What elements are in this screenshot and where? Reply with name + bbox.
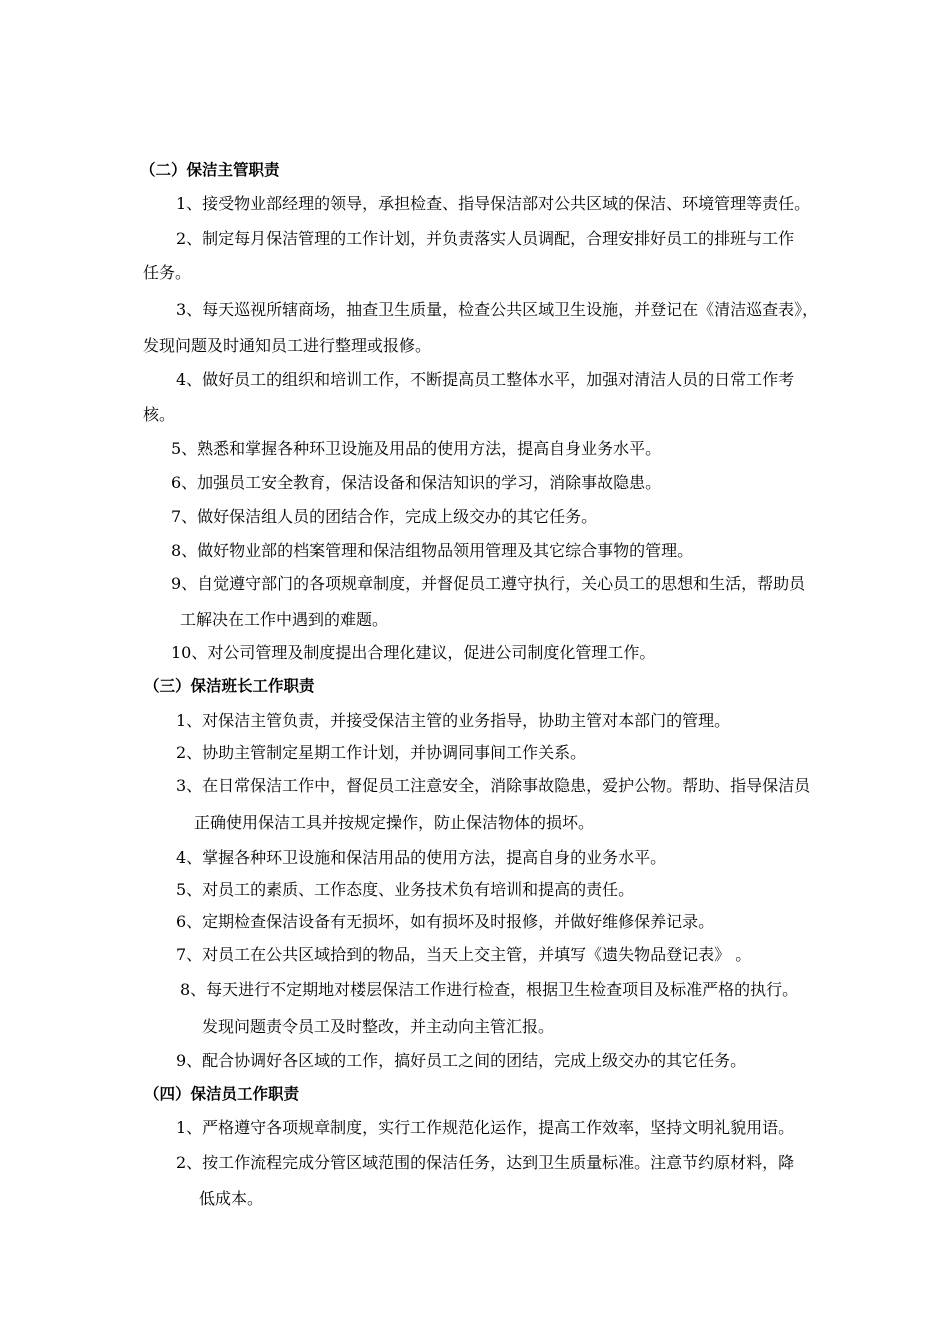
duty-item: 2、按工作流程完成分管区域范围的保洁任务，达到卫生质量标准。注意节约原材料，降 <box>176 1153 795 1172</box>
duty-item: 10、对公司管理及制度提出合理化建议，促进公司制度化管理工作。 <box>171 643 656 662</box>
duty-item: 4、掌握各种环卫设施和保洁用品的使用方法，提高自身的业务水平。 <box>176 848 667 867</box>
duty-item: 6、加强员工安全教育，保洁设备和保洁知识的学习，消除事故隐患。 <box>171 473 662 492</box>
section-heading-2: （二）保洁主管职责 <box>140 161 280 179</box>
duty-item: 5、对员工的素质、工作态度、业务技术负有培训和提高的责任。 <box>176 880 635 899</box>
duty-item-continuation: 任务。 <box>143 263 192 282</box>
duty-item-continuation: 低成本。 <box>199 1189 264 1208</box>
duty-item-continuation: 工解决在工作中遇到的难题。 <box>180 610 389 629</box>
section-heading-4: （四）保洁员工作职责 <box>144 1085 300 1103</box>
duty-item: 1、接受物业部经理的领导，承担检查、指导保洁部对公共区域的保洁、环境管理等责任。 <box>176 194 811 213</box>
duty-item: 3、每天巡视所辖商场，抽查卫生质量，检查公共区域卫生设施，并登记在《清洁巡查表》， <box>176 300 819 319</box>
duty-item: 9、自觉遵守部门的各项规章制度，并督促员工遵守执行，关心员工的思想和生活，帮助员 <box>171 574 806 593</box>
duty-item: 5、熟悉和掌握各种环卫设施及用品的使用方法，提高自身业务水平。 <box>171 439 662 458</box>
duty-item-continuation: 发现问题及时通知员工进行整理或报修。 <box>143 336 432 355</box>
section-heading-3: （三）保洁班长工作职责 <box>144 677 315 695</box>
duty-item: 8、每天进行不定期地对楼层保洁工作进行检查，根据卫生检查项目及标准严格的执行。 <box>180 980 799 999</box>
duty-item: 2、制定每月保洁管理的工作计划，并负责落实人员调配，合理安排好员工的排班与工作 <box>176 229 795 248</box>
duty-item: 7、做好保洁组人员的团结合作，完成上级交办的其它任务。 <box>171 507 598 526</box>
duty-item-continuation: 正确使用保洁工具并按规定操作，防止保洁物体的损坏。 <box>194 813 595 832</box>
duty-item: 1、严格遵守各项规章制度，实行工作规范化运作，提高工作效率，坚持文明礼貌用语。 <box>176 1118 795 1137</box>
duty-item-continuation: 核。 <box>143 405 176 424</box>
duty-item: 3、在日常保洁工作中，督促员工注意安全，消除事故隐患，爱护公物。帮助、指导保洁员 <box>176 776 811 795</box>
duty-item: 6、定期检查保洁设备有无损坏，如有损坏及时报修，并做好维修保养记录。 <box>176 912 715 931</box>
duty-item: 4、做好员工的组织和培训工作，不断提高员工整体水平，加强对清洁人员的日常工作考 <box>176 370 795 389</box>
duty-item: 2、协助主管制定星期工作计划，并协调同事间工作关系。 <box>176 743 587 762</box>
duty-item: 9、配合协调好各区域的工作，搞好员工之间的团结，完成上级交办的其它任务。 <box>176 1051 747 1070</box>
duty-item: 8、做好物业部的档案管理和保洁组物品领用管理及其它综合事物的管理。 <box>171 541 694 560</box>
duty-item-continuation: 发现问题责令员工及时整改，并主动向主管汇报。 <box>202 1017 555 1036</box>
duty-item: 1、对保洁主管负责，并接受保洁主管的业务指导，协助主管对本部门的管理。 <box>176 711 731 730</box>
duty-item: 7、对员工在公共区域拾到的物品，当天上交主管，并填写《遗失物品登记表》 。 <box>176 945 752 964</box>
